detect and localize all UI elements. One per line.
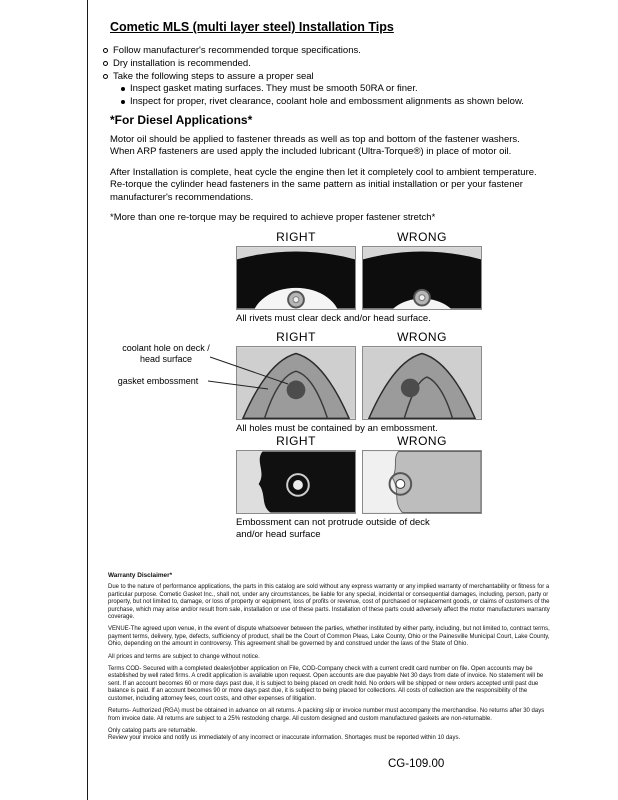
diagram-section-holes [108, 327, 494, 435]
diesel-paragraph: Motor oil should be applied to fastener threads as well as top and bottom of the fastener washers. When ARP fasteners are used apply the included lubricant (Ultra-Torque®) in place of motor oil. [110, 133, 520, 157]
list-item [103, 44, 543, 57]
bullet-icon [121, 100, 125, 104]
wrong-column-header: WRONG [397, 330, 447, 344]
holes-caption: All holes must be contained by an embossment. [236, 423, 438, 434]
bullet-text: Inspect gasket mating surfaces. They must be smooth 50RA or finer. [130, 83, 418, 94]
list-item [121, 83, 543, 96]
bullet-text: Dry installation is recommended. [113, 58, 251, 69]
diesel-paragraph: After Installation is complete, heat cycle the engine then let it completely cool to ambient temperature. Re-torque the cylinder head fasteners in the same pattern as initial installation or per your fastener manufacturer's recommendations. [110, 166, 537, 203]
installation-tips-list [103, 44, 543, 108]
disclaimer-paragraph: Returns- Authorized (RGA) must be obtained in advance on all returns. A packing slip or invoice number must accompany the merchandise. No returns after 30 days from invoice date. All returns are subject to a 25% restocking charge. All custom designed and custom manufactured gaskets are non-returnable. [108, 708, 545, 722]
disclaimer-paragraph: VENUE-The agreed upon venue, in the event of dispute whatsoever between the parties, whether instituted by either party, including, but not limited to, contract terms, payment terms, delivery, type, defects, sufficiency of product, shall be the Court of Common Pleas, Lake County, Ohio or the Painesville Municipal Court, Lake County, Ohio, depending on the amount in controversy. This agreement shall be governed by and construed under the laws of the State of Ohio. [108, 626, 550, 648]
bullet-text: Follow manufacturer's recommended torque specifications. [113, 45, 361, 56]
page-edge-line [87, 0, 88, 800]
bullet-icon [103, 48, 108, 53]
right-column-header: RIGHT [276, 230, 316, 244]
disclaimer-heading: Warranty Disclaimer* [108, 572, 173, 579]
embossment-right-image [236, 450, 356, 514]
gasket-embossment-label: gasket embossment [117, 376, 199, 386]
list-item [103, 70, 543, 83]
page-title: Cometic MLS (multi layer steel) Installation Tips [110, 20, 394, 34]
list-item [103, 57, 543, 70]
disclaimer-paragraph: Terms COD- Secured with a completed dealer/jobber application on File, COD-Company check with a current credit card number on file. Open accounts may be established by well rated firms. A credit application is available upon request. Open accounts are due payable Net 30 days from date of invoice. No statement will be sent. If an account becomes 60 or more days past due, it is subject to being placed on credit hold. No orders will be shipped or new orders accepted until past due balance is paid. If an account becomes 90 or more days past due, it is subject to being placed for collections. All costs of collection are the responsibility of the customer, including attorney fees, court costs, and other expenses of litigation. [108, 666, 544, 702]
embossment-wrong-image [362, 450, 482, 514]
bullet-text: Inspect for proper, rivet clearance, coolant hole and embossment alignments as shown below. [130, 95, 524, 107]
bullet-icon [121, 87, 125, 91]
right-column-header: RIGHT [276, 330, 316, 344]
page-code: CG-109.00 [388, 758, 445, 770]
coolant-hole-right-image [236, 346, 356, 420]
diesel-heading: *For Diesel Applications* [110, 113, 253, 127]
wrong-column-header: WRONG [397, 230, 447, 244]
diagram-section-rivets [236, 230, 482, 325]
rivet-clearance-right-image [236, 246, 356, 310]
diesel-applications-section [110, 114, 546, 225]
diagram-section-protrude [236, 434, 482, 541]
list-item [121, 96, 543, 109]
bullet-text: Take the following steps to assure a proper seal [113, 71, 314, 82]
disclaimer-paragraph: Only catalog parts are returnable. [108, 727, 198, 734]
disclaimer-paragraph: All prices and terms are subject to change without notice. [108, 653, 260, 660]
bullet-icon [103, 74, 108, 79]
rivets-caption: All rivets must clear deck and/or head surface. [236, 313, 431, 324]
right-column-header: RIGHT [276, 434, 316, 448]
coolant-hole-label: coolant hole on deck / head surface [122, 343, 210, 364]
embossment-caption: Embossment can not protrude outside of deck and/or head surface [236, 517, 430, 540]
wrong-column-header: WRONG [397, 434, 447, 448]
bullet-icon [103, 61, 108, 66]
coolant-hole-wrong-image [362, 346, 482, 420]
warranty-disclaimer [108, 572, 550, 748]
rivet-clearance-wrong-image [362, 246, 482, 310]
retorque-note: *More than one re-torque may be required to achieve proper fastener stretch* [110, 212, 436, 223]
disclaimer-paragraph: Due to the nature of performance applications, the parts in this catalog are sold without any express warranty or any implied warranty of merchantability or fitness for a particular purpose. Cometic Gasket Inc., shall not, under any circumstances, be liable for any special, incidental or consequential damages, including, person, party or property, but not limited to, damage, or loss of property or equipment, loss of profits or revenue, cost of purchased or replacement goods, or claims of customers of the purchase, which may arise and/or result from sale, installation or use of these parts. Installation of these parts could adversely affect the motor manufacturers warranty coverage. [108, 584, 550, 621]
disclaimer-paragraph: Review your invoice and notify us immediately of any incorrect or inaccurate information. Shortages must be reported within 10 days. [108, 735, 461, 742]
